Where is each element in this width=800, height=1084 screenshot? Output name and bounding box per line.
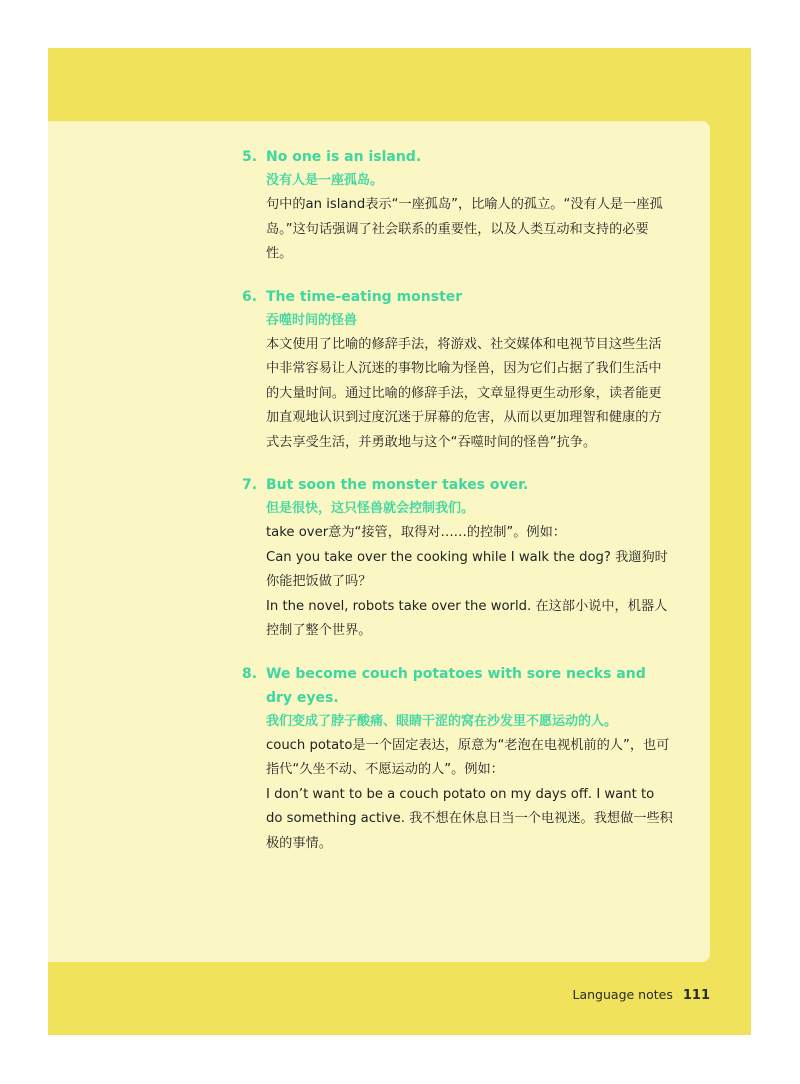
note-8: [242, 662, 674, 857]
page-number: 111: [682, 988, 710, 1003]
note-english-heading: We become couch potatoes with sore necks and dry eyes.: [266, 665, 646, 706]
note-english-heading: No one is an island.: [266, 149, 422, 165]
note-number: 8.: [242, 665, 258, 682]
note-example: I don’t want to be a couch potato on my days off. I want to do something active. 我不想在休息日当一个电视迷。我想做一些积极的事情。: [266, 786, 673, 851]
note-explanation: couch potato是一个固定表达，原意为“老泡在电视机前的人”，也可指代“久坐不动、不愿运动的人”。例如：: [266, 737, 670, 777]
note-english-heading: But soon the monster takes over.: [266, 477, 529, 493]
note-chinese-heading: 吞噬时间的怪兽: [266, 312, 358, 328]
note-explanation: take over意为“接管，取得对……的控制”。例如：: [266, 525, 566, 540]
note-6: [242, 285, 674, 456]
note-example: Can you take over the cooking while I walk the dog? 我遛狗时你能把饭做了吗？: [266, 549, 668, 589]
note-chinese-heading: 但是很快，这只怪兽就会控制我们。: [266, 501, 475, 516]
note-number: 7.: [242, 477, 258, 493]
note-chinese-heading: 我们变成了脖子酸痛、眼睛干涩的窝在沙发里不愿运动的人。: [266, 713, 618, 729]
note-example: In the novel, robots take over the world. 在这部小说中，机器人控制了整个世界。: [266, 598, 668, 638]
note-explanation: 句中的an island表示“一座孤岛”，比喻人的孤立。“没有人是一座孤岛。”这句话强调了社会联系的重要性，以及人类互动和支持的必要性。: [266, 197, 663, 261]
note-number: 5.: [242, 149, 258, 165]
language-notes-list: [242, 145, 674, 874]
note-7: [242, 473, 674, 644]
note-english-heading: The time-eating monster: [266, 288, 463, 305]
note-explanation: 本文使用了比喻的修辞手法，将游戏、社交媒体和电视节目这些生活中非常容易让人沉迷的事物比喻为怪兽，因为它们占据了我们生活中的大量时间。通过比喻的修辞手法，文章显得更生动形象，读者能更加直观地认识到过度沉迷于屏幕的危害，从而以更加理智和健康的方式去享受生活，并勇敢地与这个“吞噬时间的怪兽”抗争。: [266, 336, 662, 450]
content-panel: [48, 121, 710, 962]
note-number: 6.: [242, 288, 258, 305]
section-name: Language notes: [572, 987, 673, 1002]
note-chinese-heading: 没有人是一座孤岛。: [266, 173, 384, 188]
note-5: [242, 145, 674, 267]
page-footer: [573, 986, 710, 1005]
page-background: [48, 48, 751, 1035]
